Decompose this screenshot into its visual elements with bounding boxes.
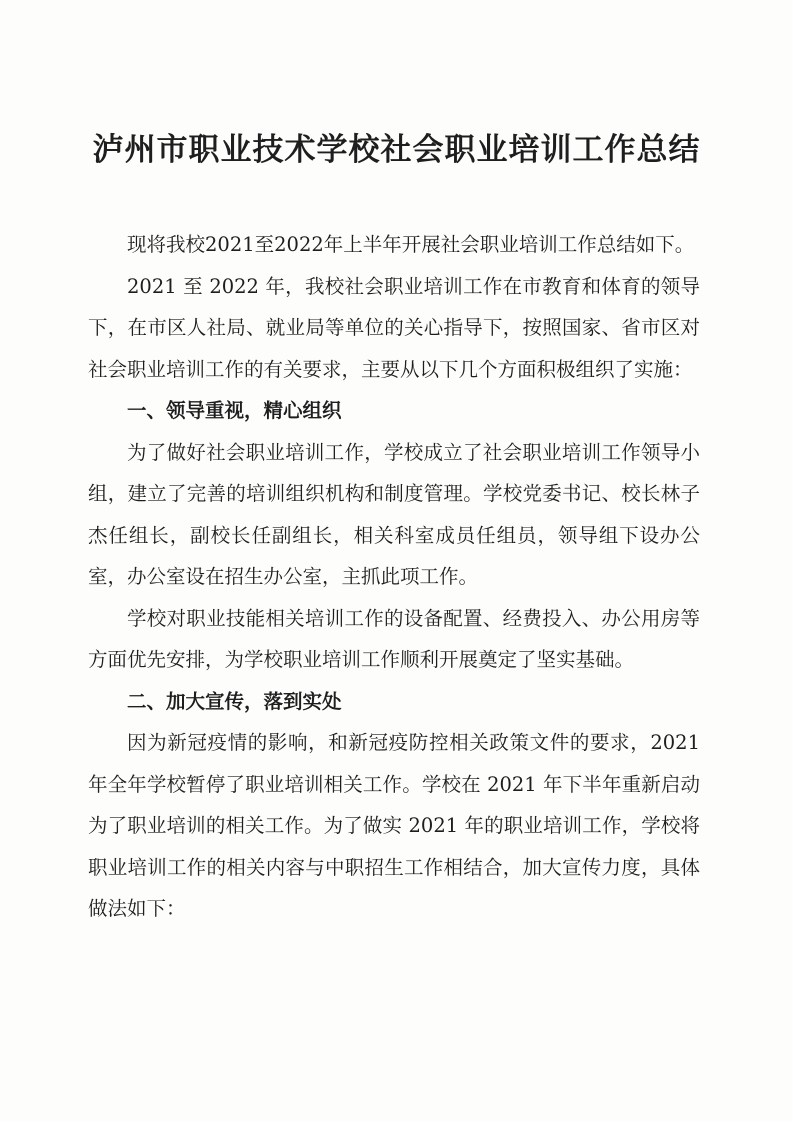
- section-heading-2: 二、加大宣传，落到实处: [127, 689, 342, 713]
- paragraph-leadership: 为了做好社会职业培训工作，学校成立了社会职业培训工作领导小组，建立了完善的培训组织机构和制度管理。学校党委书记、校长林子杰任组长，副校长任副组长，相关科室成员任组员，领导组下设办公室，办公室设在招生办公室，主抓此项工作。: [88, 440, 700, 588]
- paragraph-intro: 现将我校2021至2022年上半年开展社会职业培训工作总结如下。: [127, 233, 695, 256]
- paragraph-publicity: 因为新冠疫情的影响，和新冠疫防控相关政策文件的要求，2021 年全年学校暂停了职业培训相关工作。学校在 2021 年下半年重新启动为了职业培训的相关工作。为了做实 2021 年的职业培训工作，学校将职业培训工作的相关内容与中职招生工作相结合，加大宣传力度，具体做法如下：: [88, 731, 700, 920]
- document-body: [88, 224, 700, 930]
- document-title: 泸州市职业技术学校社会职业培训工作总结: [92, 132, 701, 168]
- section-heading-1: 一、领导重视，精心组织: [127, 399, 342, 422]
- paragraph-overview: 2021 至 2022 年，我校社会职业培训工作在市教育和体育的领导下，在市区人社局、就业局等单位的关心指导下，按照国家、省市区对社会职业培训工作的有关要求，主要从以下几个方面积极组织了实施：: [88, 274, 700, 381]
- paragraph-resources: 学校对职业技能相关培训工作的设备配置、经费投入、办公用房等方面优先安排，为学校职业培训工作顺利开展奠定了坚实基础。: [88, 606, 700, 671]
